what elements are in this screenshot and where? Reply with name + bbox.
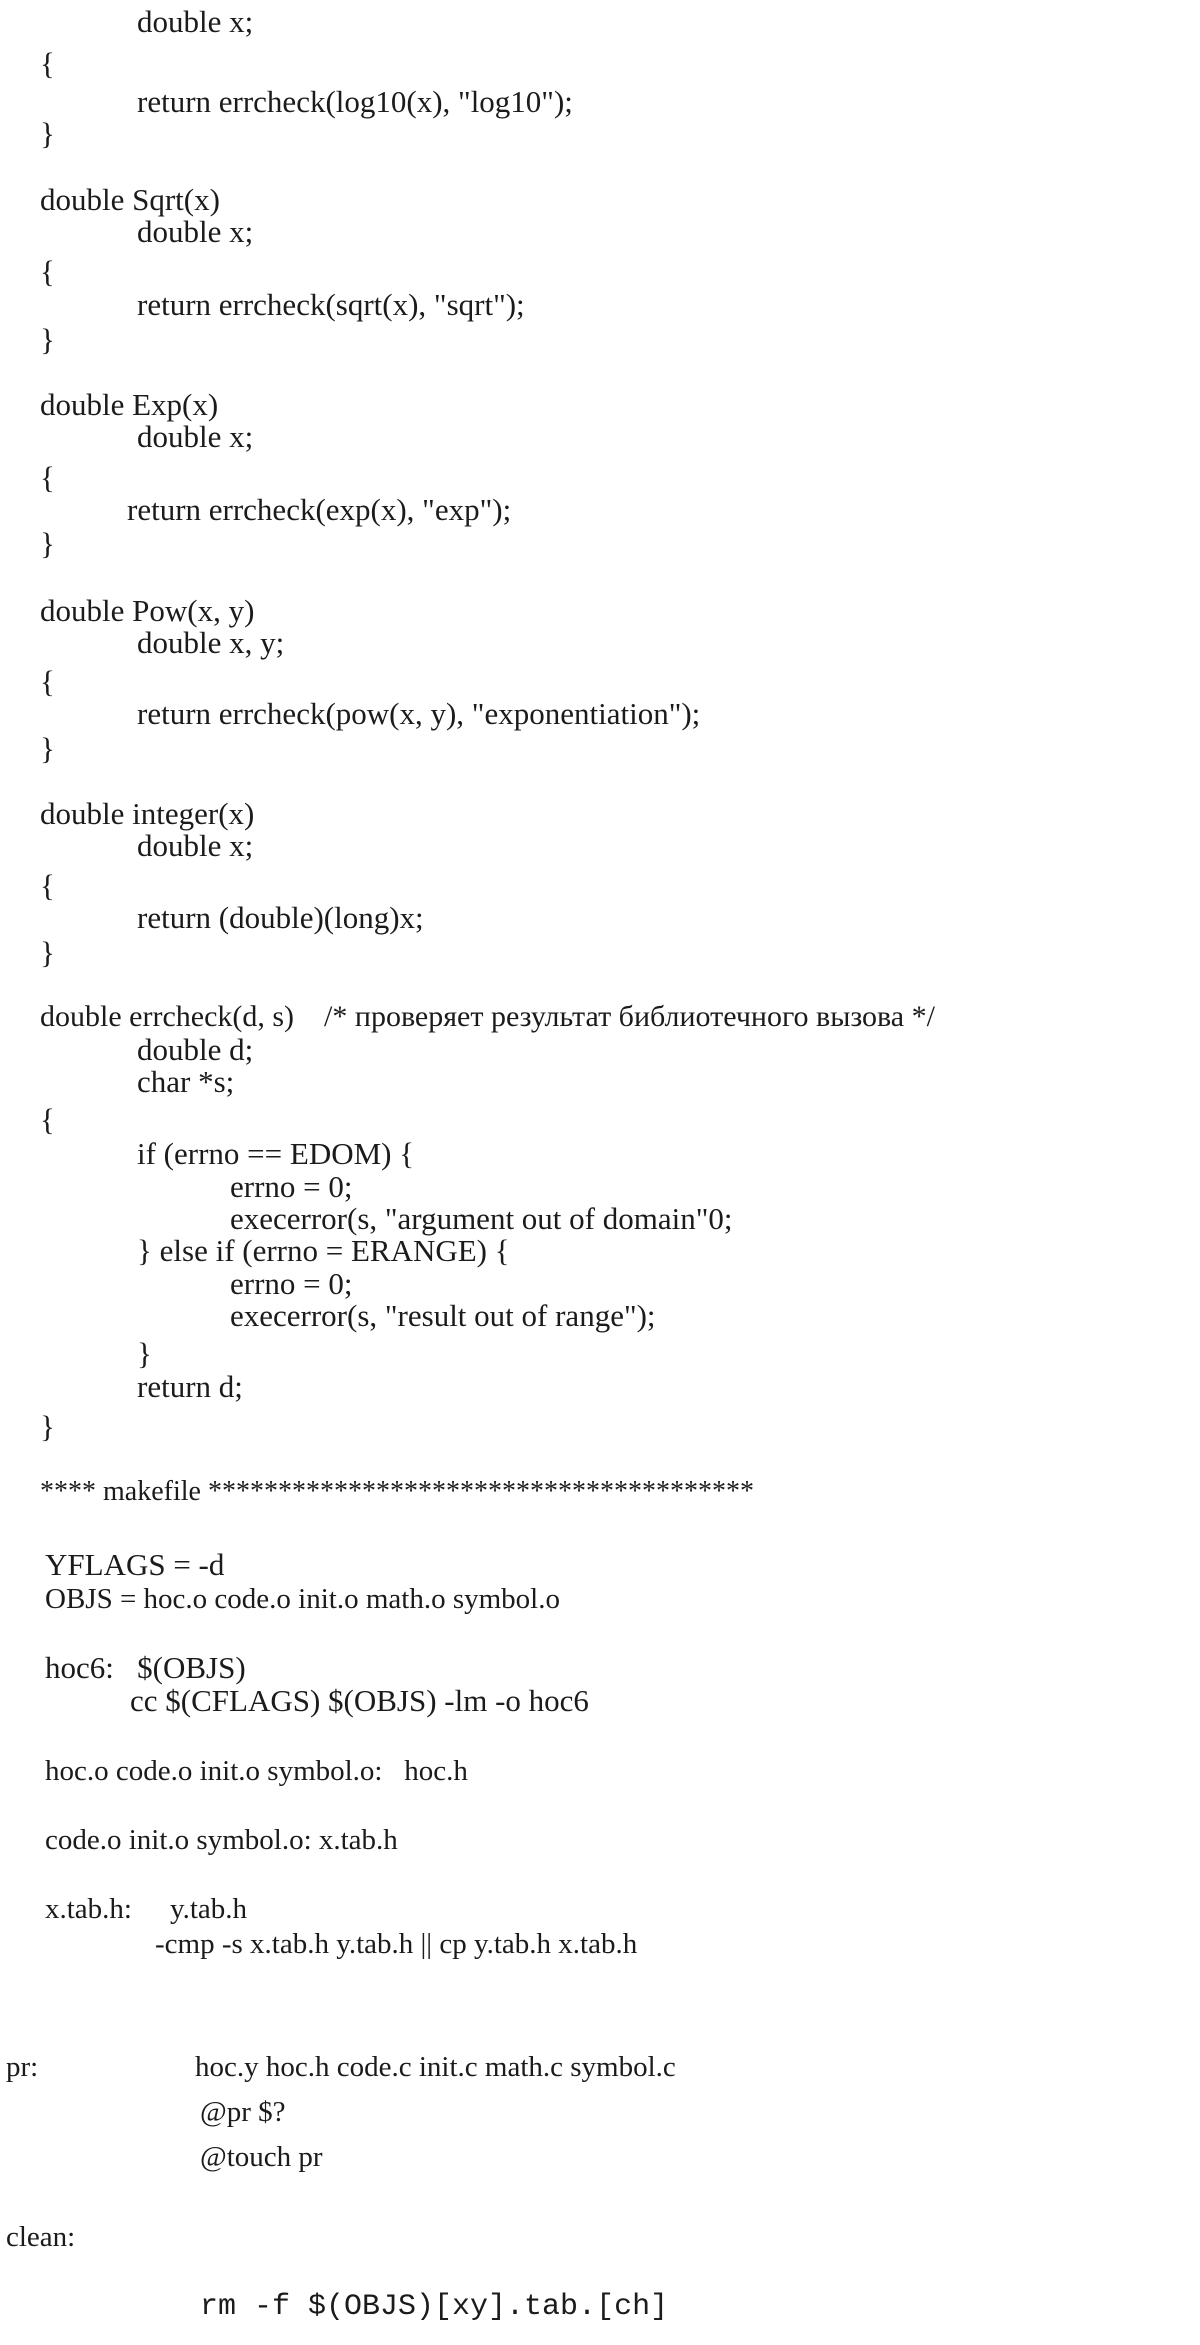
code-line: return errcheck(log10(x), "log10"); bbox=[137, 84, 573, 119]
code-line: pr: bbox=[6, 2051, 39, 2083]
code-line: y.tab.h bbox=[170, 1893, 248, 1925]
code-line: } bbox=[40, 1409, 55, 1444]
code-line: hoc.o code.o init.o symbol.o: hoc.h bbox=[45, 1755, 468, 1787]
code-line: rm -f $(OBJS)[xy].tab.[ch] bbox=[200, 2290, 669, 2324]
code-line: } bbox=[40, 526, 55, 561]
code-line: double Exp(x) bbox=[40, 387, 219, 422]
code-line: double errcheck(d, s) /* проверяет результат библиотечного вызова */ bbox=[40, 1000, 935, 1033]
code-line: x.tab.h: bbox=[45, 1893, 132, 1925]
code-line: return d; bbox=[137, 1369, 243, 1404]
code-line: YFLAGS = -d bbox=[45, 1547, 225, 1582]
code-line: } else if (errno = ERANGE) { bbox=[137, 1233, 510, 1268]
code-line: double x; bbox=[137, 419, 254, 454]
code-line: hoc6: $(OBJS) bbox=[45, 1650, 246, 1685]
code-line: double Sqrt(x) bbox=[40, 182, 220, 217]
code-line: } bbox=[40, 322, 55, 357]
code-line: execerror(s, "argument out of domain"0; bbox=[230, 1201, 733, 1236]
code-line: return errcheck(sqrt(x), "sqrt"); bbox=[137, 287, 525, 322]
code-line: double x; bbox=[137, 828, 254, 863]
code-line: return errcheck(pow(x, y), "exponentiation"); bbox=[137, 696, 701, 731]
code-line: { bbox=[40, 46, 55, 81]
code-line: { bbox=[40, 868, 55, 903]
code-line: clean: bbox=[6, 2221, 76, 2253]
code-line: return (double)(long)x; bbox=[137, 900, 424, 935]
code-line: cc $(CFLAGS) $(OBJS) -lm -o hoc6 bbox=[130, 1683, 589, 1718]
code-line: return errcheck(exp(x), "exp"); bbox=[127, 492, 512, 527]
code-line: double Pow(x, y) bbox=[40, 593, 255, 628]
makefile-header: **** makefile *************************************** bbox=[40, 1476, 754, 1507]
code-line: double x; bbox=[137, 214, 254, 249]
code-line: } bbox=[40, 116, 55, 151]
code-line: execerror(s, "result out of range"); bbox=[230, 1298, 656, 1333]
code-line: } bbox=[40, 731, 55, 766]
code-line: @touch pr bbox=[200, 2141, 323, 2173]
code-line: code.o init.o symbol.o: x.tab.h bbox=[45, 1824, 398, 1856]
code-line: double d; bbox=[137, 1032, 254, 1067]
code-line: if (errno == EDOM) { bbox=[137, 1136, 415, 1171]
code-line: { bbox=[40, 664, 55, 699]
code-line: double integer(x) bbox=[40, 796, 255, 831]
code-line: double x; bbox=[137, 4, 254, 39]
code-line: { bbox=[40, 1102, 55, 1137]
code-line: -cmp -s x.tab.h y.tab.h || cp y.tab.h x.tab.h bbox=[155, 1928, 638, 1960]
code-line: errno = 0; bbox=[230, 1266, 353, 1301]
code-line: } bbox=[40, 935, 55, 970]
code-line: @pr $? bbox=[200, 2096, 286, 2128]
code-line: hoc.y hoc.h code.c init.c math.c symbol.c bbox=[195, 2051, 676, 2083]
code-line: OBJS = hoc.o code.o init.o math.o symbol.o bbox=[45, 1583, 560, 1615]
code-line: { bbox=[40, 460, 55, 495]
code-line: double x, y; bbox=[137, 625, 285, 660]
code-line: char *s; bbox=[137, 1064, 235, 1099]
code-line: } bbox=[137, 1336, 152, 1371]
code-line: errno = 0; bbox=[230, 1169, 353, 1204]
code-line: { bbox=[40, 254, 55, 289]
